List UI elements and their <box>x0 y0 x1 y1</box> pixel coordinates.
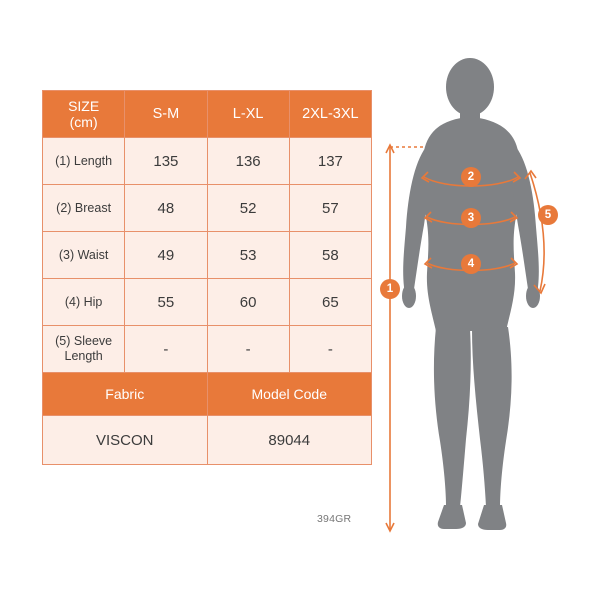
size-unit-header <box>43 91 125 138</box>
row-label-waist: (3) Waist <box>43 232 125 279</box>
cell-breast-2xl-3xl: 57 <box>289 185 371 232</box>
cell-hip-s-m: 55 <box>125 279 207 326</box>
cell-waist-l-xl: 53 <box>207 232 289 279</box>
table-row <box>43 279 372 326</box>
size-header-label: SIZE <box>68 97 100 114</box>
column-header-s-m: S-M <box>125 91 207 138</box>
table-row <box>43 185 372 232</box>
model-code-value: 89044 <box>207 416 372 465</box>
column-header-2xl-3xl: 2XL-3XL <box>289 91 371 138</box>
table-header-row <box>43 91 372 138</box>
cell-sleeve-2xl-3xl: - <box>289 326 371 373</box>
cell-waist-2xl-3xl: 58 <box>289 232 371 279</box>
table-row <box>43 232 372 279</box>
fabric-header: Fabric <box>43 373 208 416</box>
cell-sleeve-l-xl: - <box>207 326 289 373</box>
cell-hip-2xl-3xl: 65 <box>289 279 371 326</box>
row-label-length: (1) Length <box>43 138 125 185</box>
cell-breast-s-m: 48 <box>125 185 207 232</box>
fabric-value: VISCON <box>43 416 208 465</box>
row-label-hip: (4) Hip <box>43 279 125 326</box>
cell-length-s-m: 135 <box>125 138 207 185</box>
size-table <box>42 90 372 465</box>
badge-5-sleeve-length: 5 <box>538 205 558 225</box>
table-footer-value-row <box>43 416 372 465</box>
badge-3-waist: 3 <box>461 208 481 228</box>
measurement-figure <box>378 55 593 545</box>
cell-sleeve-s-m: - <box>125 326 207 373</box>
mannequin-diagram <box>378 55 593 545</box>
column-header-l-xl: L-XL <box>207 91 289 138</box>
table-row <box>43 138 372 185</box>
table-row <box>43 326 372 373</box>
cell-breast-l-xl: 52 <box>207 185 289 232</box>
cell-waist-s-m: 49 <box>125 232 207 279</box>
badge-1-length: 1 <box>380 279 400 299</box>
cell-hip-l-xl: 60 <box>207 279 289 326</box>
badge-4-hip: 4 <box>461 254 481 274</box>
model-reference-code: 394GR <box>317 513 352 525</box>
badge-2-breast: 2 <box>461 167 481 187</box>
row-label-sleeve-length: (5) Sleeve Length <box>43 326 125 373</box>
cell-length-l-xl: 136 <box>207 138 289 185</box>
female-silhouette-icon <box>402 58 540 530</box>
cell-length-2xl-3xl: 137 <box>289 138 371 185</box>
model-code-header: Model Code <box>207 373 372 416</box>
size-header-unit: (cm) <box>69 114 98 130</box>
row-label-breast: (2) Breast <box>43 185 125 232</box>
table-footer-header-row <box>43 373 372 416</box>
